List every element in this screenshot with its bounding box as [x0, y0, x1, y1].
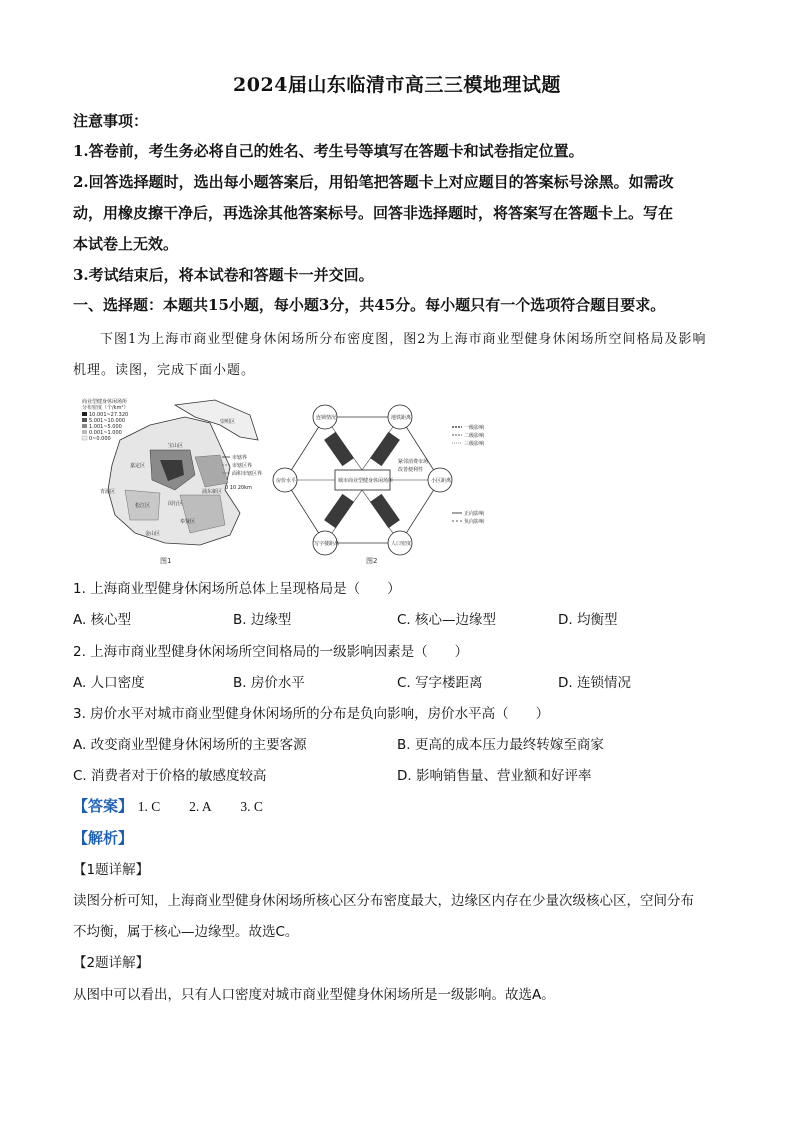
notice-item: 1.答卷前，考生务必将自己的姓名、考生号等填写在答题卡和试卷指定位置。 — [73, 142, 584, 160]
notice-item: 本试卷上无效。 — [73, 235, 179, 253]
answer-item: 2. A — [189, 799, 212, 814]
notice-item: 3.考试结束后，将本试卷和答题卡一并交回。 — [73, 266, 374, 284]
option-b: B. 更高的成本压力最终转嫁至商家 — [397, 737, 604, 753]
diagram-node: 连锁情况 — [316, 415, 337, 421]
region-label: 浦东新区 — [202, 489, 223, 495]
diagram-node: 小区距离 — [431, 478, 452, 484]
scale-label: 0 10 20km — [225, 485, 252, 491]
diagram-node: 房价水平 — [276, 478, 297, 484]
page-title: 2024届山东临清市高三三模地理试题 — [233, 74, 561, 96]
diagram-node: 写字楼距离 — [314, 541, 340, 547]
question-stem: 1. 上海商业型健身休闲场所总体上呈现格局是（ ） — [73, 581, 401, 597]
option-a: A. 核心型 — [73, 612, 132, 628]
section-heading: 一、选择题：本题共15小题，每小题3分，共45分。每小题只有一个选项符合题目要求。 — [73, 296, 666, 314]
region-label: 奉贤区 — [180, 519, 196, 525]
answer-item: 1. C — [137, 799, 161, 814]
option-a: A. 人口密度 — [73, 675, 145, 691]
region-label: 嘉定区 — [130, 463, 146, 469]
analysis-heading: 【2题详解】 — [73, 955, 150, 971]
option-d: D. 影响销售量、营业额和好评率 — [397, 768, 592, 784]
option-c: C. 写字楼距离 — [397, 675, 483, 691]
figure-pair — [80, 395, 720, 570]
notice-item: 动，用橡皮擦干净后，再选涂其他答案标号。回答非选择题时，将答案写在答题卡上。写在 — [73, 204, 674, 222]
option-a: A. 改变商业型健身休闲场所的主要客源 — [73, 737, 307, 753]
figure1-caption: 图1 — [160, 557, 172, 565]
diagram-node: 人口密度 — [391, 541, 412, 547]
map-legend-item: 市辖界 — [232, 455, 248, 461]
diagram-legend: 三级影响 — [464, 441, 485, 447]
option-b: B. 边缘型 — [233, 612, 292, 628]
region-label: 闵行区 — [168, 501, 184, 507]
notice-item: 2.回答选择题时，选出每小题答案后，用铅笔把答题卡上对应题目的答案标号涂黑。如需改 — [73, 173, 674, 191]
diagram-legend: 二级影响 — [464, 433, 485, 439]
option-c: C. 核心—边缘型 — [397, 612, 497, 628]
arc-label: 紧邻消费市场 — [398, 459, 429, 465]
option-c: C. 消费者对于价格的敏感度较高 — [73, 768, 267, 784]
legend-item: 0~0.000 — [89, 436, 111, 442]
region-label: 青浦区 — [100, 489, 116, 495]
legend-item: 5.001~10.000 — [89, 418, 125, 424]
option-b: B. 房价水平 — [233, 675, 305, 691]
figure2-diagram — [273, 405, 484, 565]
diagram-legend: 负向影响 — [464, 519, 485, 525]
analysis-text: 读图分析可知，上海商业型健身休闲场所核心区分布密度最大，边缘区内存在少量次级核心区，空间分布 — [73, 893, 694, 909]
intro-text: 机理。读图，完成下面小题。 — [73, 363, 256, 378]
diagram-node: 地铁距离 — [391, 415, 412, 421]
legend-item: 1.001~5.000 — [89, 424, 122, 430]
diagram-legend: 一级影响 — [464, 425, 485, 431]
diagram-legend: 正向影响 — [464, 511, 485, 517]
region-label: 金山区 — [145, 531, 161, 537]
figure2-caption: 图2 — [366, 557, 378, 565]
figure1-map — [82, 398, 262, 565]
arc-label: 改善便利性 — [398, 467, 424, 473]
answer-label: 【答案】 — [73, 797, 134, 815]
analysis-text: 从图中可以看出，只有人口密度对城市商业型健身休闲场所是一级影响。故选A。 — [73, 987, 555, 1003]
answer-item: 3. C — [240, 799, 263, 814]
intro-text: 下图1为上海市商业型健身休闲场所分布密度图，图2为上海市商业型健身休闲场所空间格局及影响 — [100, 332, 707, 347]
region-label: 宝山区 — [168, 443, 184, 449]
option-d: D. 连锁情况 — [558, 675, 631, 691]
answer-line — [73, 795, 723, 816]
question-stem: 2. 上海市商业型健身休闲场所空间格局的一级影响因素是（ ） — [73, 644, 469, 660]
legend-item: 0.001~1.000 — [89, 430, 122, 436]
legend-item: 10.001~27.320 — [89, 412, 129, 418]
map-legend-item: 市辖区界 — [232, 463, 253, 469]
legend-title: 商业型健身休闲场所 — [82, 399, 128, 405]
region-label: 崇明区 — [220, 419, 236, 425]
question-stem: 3. 房价水平对城市商业型健身休闲场所的分布是负向影响，房价水平高（ ） — [73, 706, 550, 722]
region-label: 松江区 — [135, 503, 151, 509]
option-d: D. 均衡型 — [558, 612, 618, 628]
analysis-text: 不均衡，属于核心—边缘型。故选C。 — [73, 924, 299, 940]
analysis-heading: 【1题详解】 — [73, 862, 150, 878]
legend-subtitle: 分布密度（个/km²） — [82, 405, 129, 411]
map-legend-item: 面积市辖区界 — [232, 471, 263, 477]
diagram-center: 城市商业型健身休闲场所 — [338, 478, 394, 484]
notice-heading: 注意事项： — [73, 112, 149, 130]
analysis-label: 【解析】 — [73, 829, 134, 847]
